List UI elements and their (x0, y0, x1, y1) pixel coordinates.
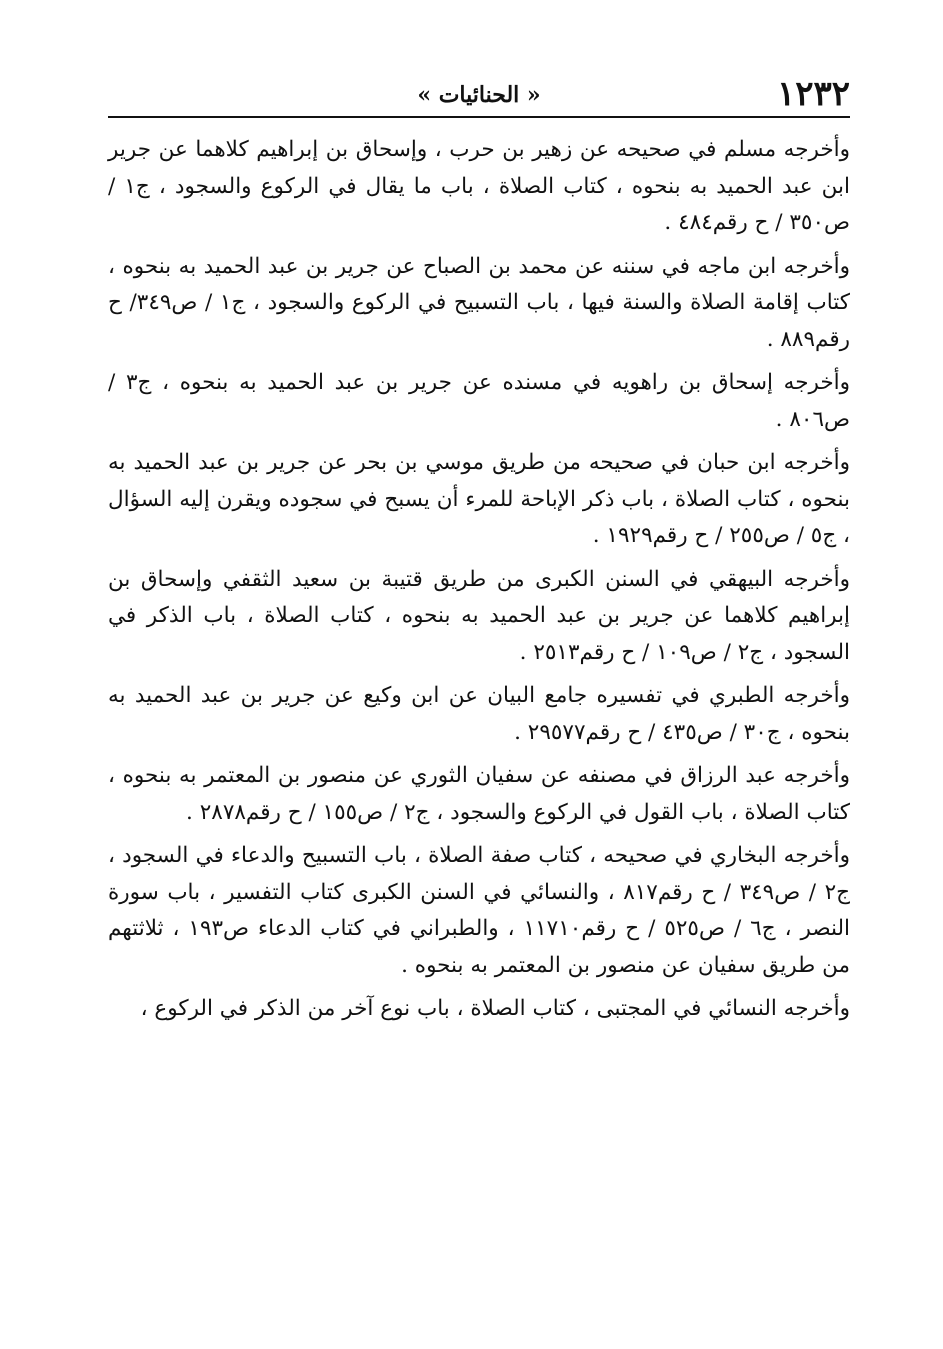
citation-paragraph: وأخرجه عبد الرزاق في مصنفه عن سفيان الثوري عن منصور بن المعتمر به بنحوه ، كتاب الصلاة ، باب القول في الركوع والسجود ، ج٢ / ص١٥٥ / ح رقم٢٨٧٨ . (108, 763, 850, 825)
running-title: « الحنائيات » (417, 82, 541, 108)
footnote-body (108, 118, 850, 1028)
citation-paragraph: وأخرجه النسائي في المجتبى ، كتاب الصلاة ، باب نوع آخر من الذكر في الركوع ، (140, 996, 850, 1021)
page-number: ١٢٣٢ (776, 74, 850, 114)
citation-paragraph: وأخرجه مسلم في صحيحه عن زهير بن حرب ، وإسحاق بن إبراهيم كلاهما عن جرير ابن عبد الحميد به بنحوه ، كتاب الصلاة ، باب ما يقال في الركوع والسجود ، ج١ / ص٣٥٠ / ح رقم٤٨٤ . (108, 137, 851, 235)
citation-paragraph: وأخرجه الطبري في تفسيره جامع البيان عن ابن وكيع عن جرير بن عبد الحميد به بنحوه ، ج٣٠ / ص٤٣٥ / ح رقم٢٩٥٧٧ . (108, 683, 850, 745)
citation-paragraph: وأخرجه ابن حبان في صحيحه من طريق موسي بن بحر عن جرير بن عبد الحميد به بنحوه ، كتاب الصلاة ، باب ذكر الإباحة للمرء أن يسبح في سجوده ويقرن إليه السؤال ، ج٥ / ص٢٥٥ / ح رقم١٩٢٩ . (108, 450, 850, 548)
book-page (108, 72, 850, 1035)
citation-paragraph: وأخرجه ابن ماجه في سننه عن محمد بن الصباح عن جرير بن عبد الحميد به بنحوه ، كتاب إقامة الصلاة والسنة فيها ، باب التسبيح في الركوع والسجود ، ج١ / ص٣٤٩/ ح رقم٨٨٩ . (108, 253, 850, 352)
citation-paragraph: وأخرجه إسحاق بن راهويه في مسنده عن جرير بن عبد الحميد به بنحوه ، ج٣ / ص٨٠٦ . (108, 370, 850, 432)
citation-paragraph: وأخرجه البيهقي في السنن الكبرى من طريق قتيبة بن سعيد الثقفي وإسحاق بن إبراهيم كلاهما عن جرير بن عبد الحميد به بنحوه ، كتاب الصلاة ، باب الذكر في السجود ، ج٢ / ص١٠٩ / ح رقم٢٥١٣ . (108, 566, 850, 665)
citation-paragraph: وأخرجه البخاري في صحيحه ، كتاب صفة الصلاة ، باب التسبيح والدعاء في السجود ، ج٢ / ص٣٤٩ / ح رقم٨١٧ ، والنسائي في السنن الكبرى كتاب التفسير ، باب سورة النصر ، ج٦ / ص٥٢٥ / ح رقم١١٧١٠ ، والطبراني في كتاب الدعاء ص١٩٣ ، ثلاثتهم من طريق سفيان عن منصور بن المعتمر به بنحوه . (108, 843, 851, 978)
page-header (108, 72, 850, 118)
